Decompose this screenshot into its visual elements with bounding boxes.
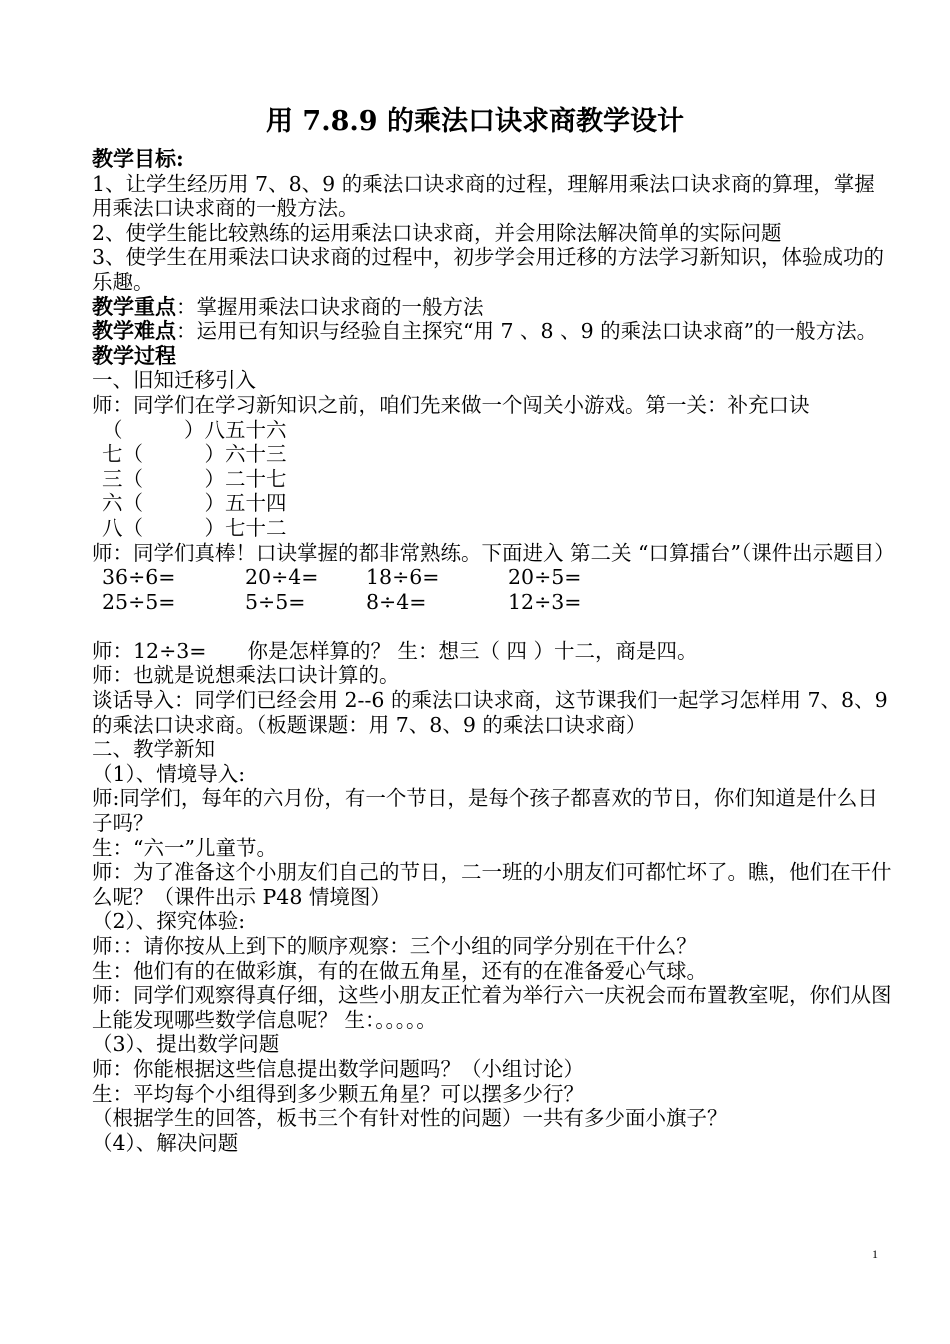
calc-cell: 36÷6=	[102, 565, 176, 590]
section2-line: 生：平均每个小组得到多少颗五角星？可以摆多少行？	[92, 1081, 584, 1106]
process-heading: 教学过程	[92, 342, 176, 368]
section1-praise: 师：同学们真棒！口诀掌握的都非常熟练。下面进入 第二关 “口算擂台”（课件出示题目）	[92, 540, 895, 565]
calc-row	[92, 565, 892, 590]
goal-item-2: 2、使学生能比较熟练的运用乘法口诀求商，并会用除法解决简单的实际问题	[92, 220, 782, 245]
goal-item-3: 3、使学生在用乘法口诀求商的过程中，初步学会用迁移的方法学习新知识，体验成功的乐趣。	[92, 245, 885, 294]
calc-cell: 20÷4=	[245, 565, 319, 590]
key-point-text: ：掌握用乘法口诀求商的一般方法	[176, 294, 484, 319]
calc-cell: 25÷5=	[102, 589, 176, 614]
dialog-line: 师：12÷3= 你是怎样算的？ 生：想三（ 四 ）十二，商是四。	[92, 638, 698, 663]
page-number: 1	[872, 1247, 878, 1261]
difficulty-label: 教学难点	[92, 318, 176, 344]
section2-line: （4）、解决问题	[92, 1130, 239, 1155]
fill-item: 六（ ）五十四	[102, 491, 287, 516]
calc-cell: 18÷6=	[366, 565, 440, 590]
key-point-label: 教学重点	[92, 293, 176, 319]
section2-line: 师:同学们，每年的六月份，有一个节日，是每个孩子都喜欢的节日，你们知道是什么日子吗？	[92, 786, 878, 836]
section2-line: 生：“六一”儿童节。	[92, 835, 277, 860]
difficulty-point	[92, 319, 892, 344]
goal-item-1: 1、让学生经历用 7、8、9 的乘法口诀求商的过程，理解用乘法口诀求商的算理，掌握用乘法口诀求商的一般方法。	[92, 171, 875, 221]
fill-item: （ ）八五十六	[102, 417, 287, 442]
section2-line: 师：同学们观察得真仔细，这些小朋友正忙着为举行六一庆祝会而布置教室呢，你们从图上能发现哪些数学信息呢？ 生：。。。。。	[92, 983, 892, 1032]
section2-line: （根据学生的回答，板书三个有针对性的问题）一共有多少面小旗子？	[92, 1106, 728, 1131]
dialog-line: 师：也就是说想乘法口诀计算的。	[92, 663, 400, 688]
calc-cell: 12÷3=	[508, 589, 582, 614]
document-body	[92, 146, 895, 1155]
calc-row	[92, 590, 892, 615]
section2-line: （2）、探究体验:	[92, 909, 246, 934]
section2-line: 师：为了准备这个小朋友们自己的节日，二一班的小朋友们可都忙坏了。瞧，他们在干什么呢？（课件出示 P48 情境图）	[92, 860, 892, 909]
dialog-line: 谈话导入：同学们已经会用 2--6 的乘法口诀求商，这节课我们一起学习怎样用 7、8、9 的乘法口诀求商。（板题课题：用 7、8、9 的乘法口诀求商）	[92, 688, 888, 737]
fill-item: 三（ ）二十七	[102, 466, 287, 491]
calc-cell: 20÷5=	[508, 565, 582, 590]
blank-line	[92, 614, 892, 639]
fill-item: 八（ ）七十二	[102, 515, 287, 540]
calc-cell: 8÷4=	[366, 589, 427, 614]
section2-line: （3）、提出数学问题	[92, 1032, 280, 1057]
section2-heading: 二、教学新知	[92, 737, 215, 762]
fill-item: 七（ ）六十三	[102, 442, 287, 467]
section1-intro: 师：同学们在学习新知识之前，咱们先来做一个闯关小游戏。第一关：补充口诀	[92, 392, 810, 417]
section1-heading: 一、旧知迁移引入	[92, 368, 256, 393]
section2-line: （1）、情境导入:	[92, 761, 246, 786]
section2-line: 师：你能根据这些信息提出数学问题吗？（小组讨论）	[92, 1056, 584, 1081]
calc-cell: 5÷5=	[245, 589, 306, 614]
goals-heading: 教学目标:	[92, 146, 184, 171]
section2-line: 师：：请你按从上到下的顺序观察：三个小组的同学分别在干什么？	[92, 934, 697, 958]
section2-line: 生：他们有的在做彩旗，有的在做五角星，还有的在准备爱心气球。	[92, 958, 707, 983]
key-point	[92, 295, 892, 320]
difficulty-text: ：运用已有知识与经验自主探究“用 7 、8 、9 的乘法口诀求商”的一般方法。	[176, 319, 878, 344]
document-title: 用 7.8.9 的乘法口诀求商教学设计	[266, 106, 684, 137]
